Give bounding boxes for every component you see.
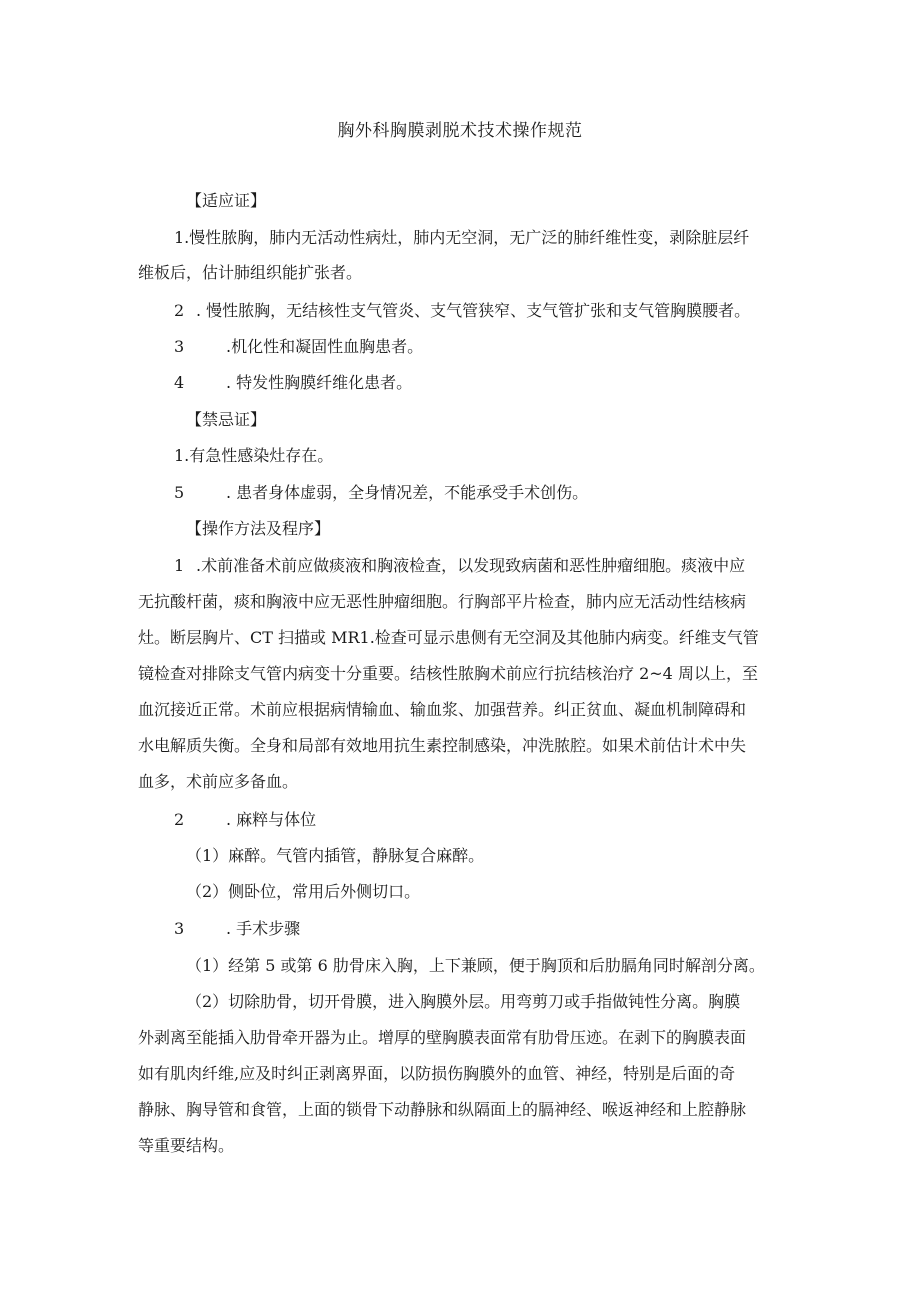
- procedure-1-line-7: 血多，术前应多备血。: [138, 772, 299, 791]
- procedure-2-sub-2: （2）侧卧位，常用后外侧切口。: [186, 882, 421, 901]
- document-title: 胸外科胸膜剥脱术技术操作规范: [337, 121, 583, 141]
- contraindications-heading: 【禁忌证】: [186, 410, 267, 429]
- procedure-1-line-6: 水电解质失衡。全身和局部有效地用抗生素控制感染，冲洗脓腔。如果术前估计术中失: [138, 736, 747, 755]
- procedure-3-sub-2-line-4: 静脉、胸导管和食管，上面的锁骨下动静脉和纵隔面上的膈神经、喉返神经和上腔静脉: [138, 1100, 747, 1119]
- procedure-3-sub-1: （1）经第 5 或第 6 肋骨床入胸，上下兼顾，便于胸顶和后肋膈角同时解剖分离。: [186, 956, 765, 975]
- indications-item-2-text: . 慢性脓胸，无结核性支气管炎、支气管狭窄、支气管扩张和支气管胸膜腰者。: [196, 301, 751, 320]
- procedure-1-line-5: 血沉接近正常。术前应根据病情输血、输血浆、加强营养。纠正贫血、凝血机制障碍和: [138, 700, 747, 719]
- procedure-2-text: . 麻粹与体位: [226, 810, 317, 829]
- indications-item-3-text: .机化性和凝固性血胸患者。: [226, 337, 424, 356]
- procedure-3-sub-2-line-5: 等重要结构。: [138, 1136, 235, 1155]
- procedure-heading: 【操作方法及程序】: [186, 519, 331, 538]
- indications-item-3-number: 3: [174, 337, 185, 356]
- procedure-1-line-4: 镜检查对排除支气管内病变十分重要。结核性脓胸术前应行抗结核治疗 2~4 周以上，至: [138, 664, 758, 683]
- contraindications-item-5-text: . 患者身体虚弱，全身情况差，不能承受手术创伤。: [226, 483, 589, 502]
- contraindications-item-1: 1.有急性感染灶存在。: [174, 446, 334, 465]
- procedure-3-sub-2-line-1: （2）切除肋骨，切开骨膜，进入胸膜外层。用弯剪刀或手指做钝性分离。胸膜: [186, 992, 741, 1011]
- contraindications-item-5-number: 5: [174, 483, 185, 502]
- indications-item-1-line-2: 维板后，估计肺组织能扩张者。: [138, 263, 363, 282]
- procedure-3-text: . 手术步骤: [226, 919, 301, 938]
- indications-item-4-number: 4: [174, 373, 185, 392]
- procedure-3-number: 3: [174, 919, 185, 938]
- indications-heading: 【适应证】: [186, 191, 267, 210]
- procedure-3-sub-2-line-2: 外剥离至能插入肋骨牵开器为止。增厚的壁胸膜表面常有肋骨压迹。在剥下的胸膜表面: [138, 1028, 747, 1047]
- procedure-2-number: 2: [174, 810, 185, 829]
- procedure-2-sub-1: （1）麻醉。气管内插管，静脉复合麻醉。: [186, 846, 485, 865]
- procedure-3-sub-2-line-3: 如有肌肉纤维,应及时纠正剥离界面，以防损伤胸膜外的血管、神经，特别是后面的奇: [138, 1064, 736, 1083]
- procedure-1-line-2: 无抗酸杆菌，痰和胸液中应无恶性肿瘤细胞。行胸部平片检查，肺内应无活动性结核病: [138, 592, 747, 611]
- procedure-1-line-1: .术前准备术前应做痰液和胸液检查，以发现致病菌和恶性肿瘤细胞。痰液中应: [196, 556, 746, 575]
- procedure-1-line-3: 灶。断层胸片、CT 扫描或 MR1.检查可显示患侧有无空洞及其他肺内病变。纤维支气管: [138, 628, 759, 647]
- indications-item-2-number: 2: [174, 301, 185, 320]
- indications-item-1-line-1: 1.慢性脓胸，肺内无活动性病灶，肺内无空洞，无广泛的肺纤维性变，剥除脏层纤: [174, 228, 750, 247]
- indications-item-4-text: . 特发性胸膜纤维化患者。: [226, 373, 413, 392]
- procedure-1-number: 1: [174, 556, 185, 575]
